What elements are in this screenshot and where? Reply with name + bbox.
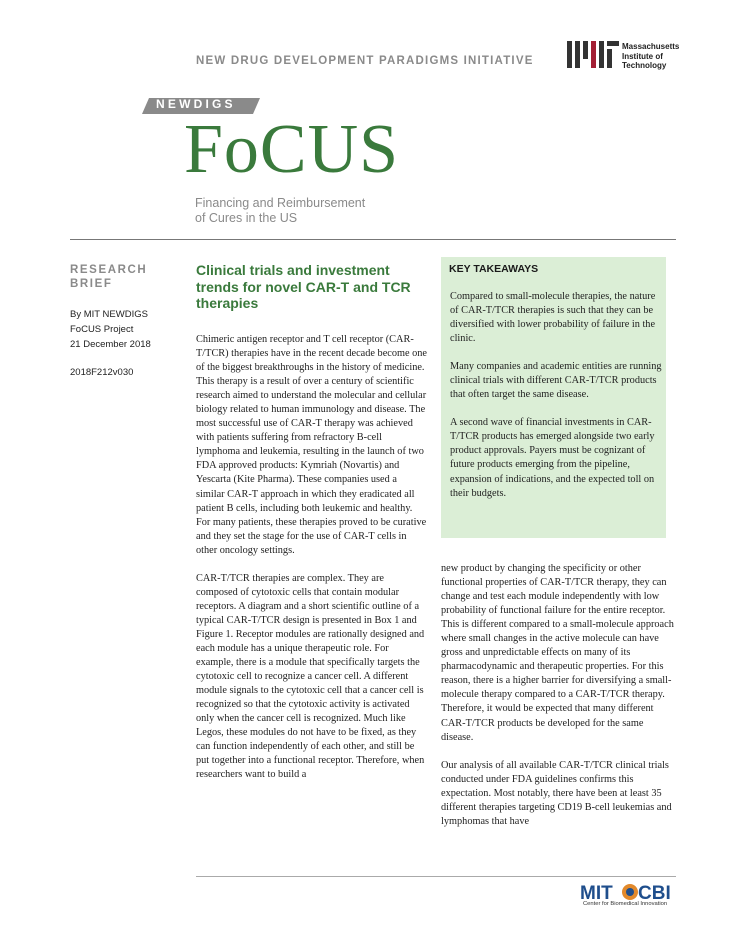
paragraph: CAR-T/TCR therapies are complex. They are composed of cytotoxic cells that contain modular receptors. A diagram and a short scientific outline of a typical CAR-T/TCR design is presented in Box 1 and Figure 1. Receptor modules are rationally designed and each module has a unique therapeutic role. For example, there is a module that specifically targets the cytotoxic cell to recognize a cancer cell. A different module signals to the cytotoxic cell that a cancer cell is recognized so that the cytotoxic activity is activated only when the cancer cell is recognized. Much like Legos, these modules do not have to be fixed, as they can function independently of each other, and still be put together into a functional receptor. Therefore, when researchers want to build a: [196, 572, 425, 781]
cbi-logo-caption: Center for Biomedical Innovation: [583, 901, 668, 907]
article-title: [196, 262, 421, 312]
byline-author: By MIT NEWDIGS: [70, 309, 148, 320]
initiative-heading: NEW DRUG DEVELOPMENT PARADIGMS INITIATIVE: [196, 55, 534, 67]
focus-title: FoCUS: [184, 111, 400, 188]
paragraph: new product by changing the specificity or other functional properties of CAR-T/TCR therapy, they can change and test each module independently with low probability of functional failure for the entire receptor. This is different compared to a small-molecule approach where small changes in the active molecule can have gross and unpredictable effects on many of its pharmacodynamic and therapeutic properties. For this reason, there is a higher barrier for diversifying a small-molecule therapy compared to a CAR-T/TCR therapy. Therefore, it would be expected that many different CAR-T/TCR products be developed for the same disease.: [441, 563, 674, 743]
byline-date: 21 December 2018: [70, 339, 151, 350]
footer-divider: [196, 876, 676, 877]
takeaway-item: Many companies and academic entities are running clinical trials with different CAR-T/TCR products that often target the same disease.: [450, 361, 662, 401]
cbi-logo-right: CBI: [638, 883, 671, 903]
article-title-line-1: Clinical trials and investment: [196, 262, 390, 278]
article-title-line-2: trends for novel CAR-T and TCR: [196, 278, 411, 295]
byline-project: FoCUS Project: [70, 324, 134, 335]
header-divider: [70, 239, 676, 240]
focus-subtitle-line-1: Financing and Reimbursement: [195, 196, 366, 210]
key-takeaways-list: [450, 290, 662, 515]
takeaway-item: Compared to small-molecule therapies, the nature of CAR-T/TCR therapies is such that they can be diversified with lower probability of failure in the clinic.: [450, 291, 656, 345]
mit-line-3: Technology: [622, 61, 667, 70]
byline: [70, 307, 151, 352]
cbi-logo-left: MIT: [580, 883, 613, 903]
key-takeaways-heading: KEY TAKEAWAYS: [449, 263, 539, 275]
mit-wordmark: [622, 42, 679, 71]
document-id: 2018F212v030: [70, 367, 134, 378]
focus-subtitle: [195, 196, 365, 226]
document-type: [70, 263, 147, 291]
mit-line-2: Institute of: [622, 51, 663, 61]
paragraph: Our analysis of all available CAR-T/TCR clinical trials conducted under FDA guidelines confirms this expectation. Most notably, there have been at least 35 different therapies targeting CD19 B-cell leukemias and lymphomas that have: [441, 759, 672, 827]
article-title-line-3: therapies: [196, 295, 259, 311]
newdigs-tag-label: NEWDIGS: [156, 97, 236, 111]
mit-cbi-logo: [580, 881, 672, 903]
paragraph: Chimeric antigen receptor and T cell receptor (CAR-T/TCR) therapies have in the recent decade become one of the biggest breakthroughs in the history of medicine. This therapy is a result of over a century of scientific research aimed to understand the molecular and cellular biology related to human immunology and disease. The most successful use of CAR-T therapy was achieved with patients suffering from refractory B-cell lymphoma and leukemia, resulting in the launch of two FDA approved products: Kymriah (Novartis) and Yescarta (Kite Pharma). These companies used a similar CAR-T approach in which they eradicated all patient B cells, including both leukemic and healthy. For many patients, these therapies proved to be curative and they set the stage for the use of CAR-T cells in other oncology settings.: [196, 334, 428, 556]
article-column-2: [441, 562, 675, 843]
focus-subtitle-line-2: of Cures in the US: [195, 211, 298, 225]
mit-logo-mark: [567, 41, 619, 68]
document-type-line-1: RESEARCH: [70, 264, 148, 276]
mit-line-1: Massachusetts: [622, 42, 680, 51]
document-type-line-2: BRIEF: [70, 278, 113, 290]
article-column-1: [196, 333, 428, 796]
takeaway-item: A second wave of financial investments in CAR-T/TCR products has emerged alongside two early product approvals. Payers must be cognizant of future products emerging from the pipeline, expansion of indications, and the expected toll on their budgets.: [450, 417, 655, 499]
